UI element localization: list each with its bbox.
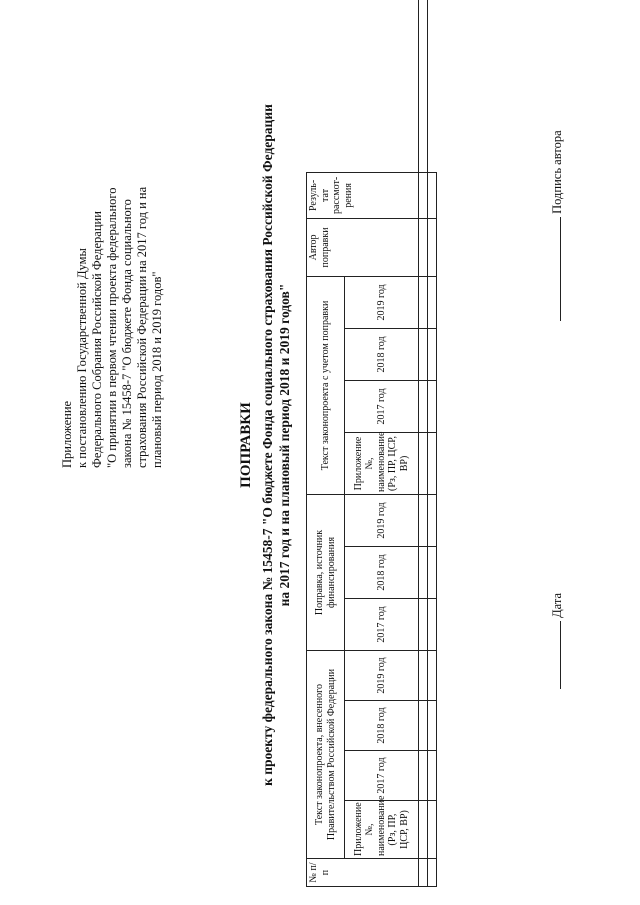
header-amendment: Поправка, источник финансирования [307, 494, 345, 650]
header-year: 2017 год [345, 751, 419, 801]
author-label: Подпись автора [550, 130, 564, 214]
author-line [560, 217, 561, 321]
header-appendix: Приложение №, наименование (Рз, ПР, ЦСР, ВР) [345, 432, 419, 494]
header-year: 2019 год [345, 650, 419, 700]
date-label: Дата [550, 592, 564, 618]
title-heading: ПОПРАВКИ [238, 402, 254, 488]
author-signature [550, 130, 565, 321]
title-line-2: на 2017 год и на плановый период 2018 и 2019 годов" [277, 283, 292, 607]
header-blank [307, 0, 419, 172]
title-line-1: к проекту федерального закона № 15458-7 "О бюджете Фонда социального страхования Российской Федерации [260, 104, 275, 786]
header-year: 2019 год [345, 494, 419, 546]
header-year: 2018 год [345, 328, 419, 380]
appendix-line: Федерального Собрания Российской Федерации [90, 211, 104, 468]
table-row [428, 0, 437, 887]
header-year: 2018 год [345, 546, 419, 598]
appendix-line: плановый период 2018 и 2019 годов" [150, 271, 164, 468]
appendix-block [60, 88, 165, 468]
header-text-with-amendment: Текст законопроекта с учетом поправки [307, 276, 345, 494]
date-line [560, 621, 561, 689]
appendix-line: закона № 15458-7 "О бюджете Фонда социального [120, 199, 134, 468]
appendix-line: "О принятии в первом чтении проекта федерального [105, 187, 119, 468]
appendix-line: страхования Российской Федерации на 2017 год и на [135, 186, 149, 468]
header-review-result: Резуль-тат рассмот-рения [307, 172, 419, 218]
header-year: 2018 год [345, 701, 419, 751]
appendix-line: к постановлению Государственной Думы [75, 248, 89, 468]
header-row-number: № п/п [307, 859, 419, 887]
header-author: Автор поправки [307, 218, 419, 276]
appendix-line: Приложение [60, 400, 74, 468]
amendments-table [306, 0, 437, 887]
document-title [238, 25, 293, 865]
header-year: 2019 год [345, 276, 419, 328]
table-row [419, 0, 428, 887]
header-year: 2017 год [345, 380, 419, 432]
date-signature [550, 593, 565, 689]
header-year: 2017 год [345, 598, 419, 650]
header-appendix: Приложение №, наименование (Рз, ПР, ЦСР, ВР) [345, 801, 419, 859]
header-gov-text: Текст законопроекта, внесенного Правительством Российской Федерации [307, 650, 345, 858]
